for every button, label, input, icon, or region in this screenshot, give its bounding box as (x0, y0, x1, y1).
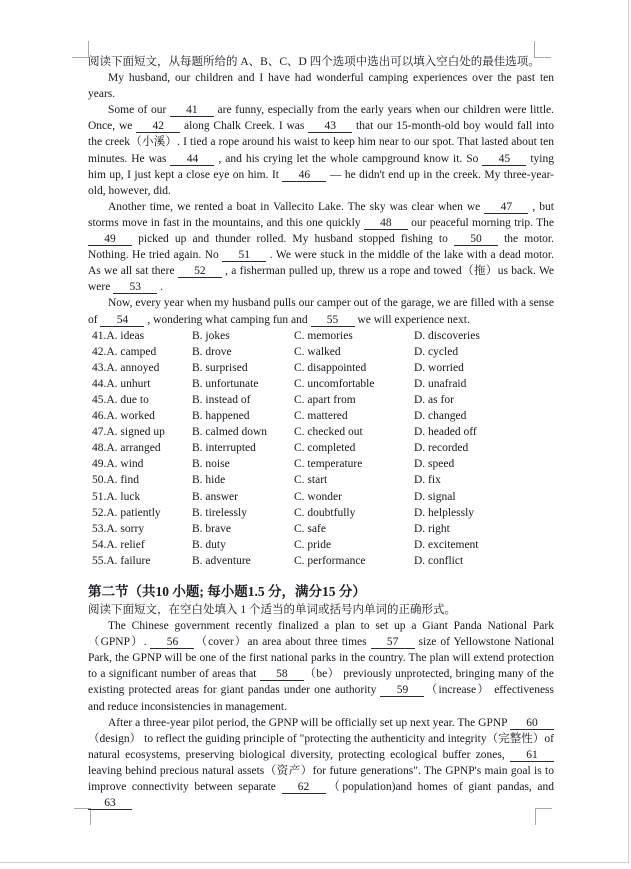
paragraph: Some of our 41 are funny, especially from the early years when our children were little. Once, we 42 along Chalk Creek. I was 43 that our 15-month-old boy would fall into the creek（小溪）. I tied a rope around his waist to keep him near to our spot. That lasted about ten minutes. He was 44 , and his crying let the whole campground know it. So 45 tying him up, I just kept a close eye on him. It 46 — he didn't end up in the creek. My three-year-old, however, did. (88, 104, 555, 197)
option-row (92, 456, 554, 472)
blank-61: 61 (510, 749, 554, 762)
blank-50: 50 (454, 233, 498, 246)
option-cell: 55.A. failure (92, 554, 151, 567)
blank-58: 58 (260, 668, 304, 681)
option-cell: 54.A. relief (92, 538, 145, 551)
option-cell: D. conflict (414, 554, 464, 567)
option-cell: D. unafraid (414, 377, 467, 390)
option-cell: 43.A. annoyed (92, 361, 160, 374)
cloze-passage (88, 70, 554, 328)
option-row (92, 521, 554, 537)
option-cell: D. fix (414, 474, 441, 487)
option-row (92, 440, 554, 456)
page-edge-right (628, 0, 629, 863)
option-cell: D. speed (414, 458, 455, 471)
option-cell: C. mattered (294, 410, 348, 423)
option-cell: 47.A. signed up (92, 426, 165, 439)
option-cell: 50.A. find (92, 474, 139, 487)
option-cell: C. pride (294, 538, 332, 551)
option-cell: C. start (294, 474, 328, 487)
option-cell: 46.A. worked (92, 410, 155, 423)
blank-48: 48 (364, 217, 408, 230)
option-cell: B. drove (192, 345, 232, 358)
page-content (88, 54, 554, 811)
blank-55: 55 (311, 314, 355, 327)
option-row (92, 344, 554, 360)
option-cell: C. apart from (294, 393, 356, 406)
blank-49: 49 (88, 233, 132, 246)
option-cell: D. headed off (414, 426, 477, 439)
paragraph: Another time, we rented a boat in Vallecito Lake. The sky was clear when we 47 , but storms move in fast in the mountains, and this one quickly 48 our peaceful morning trip. The 49 picked up and thunder rolled. My husband stopped fishing to 50 the motor. Nothing. He tried again. No 51 . We were stuck in the middle of the lake with a dead motor. As we all sat there 52 , a fisherman pulled up, threw us a rope and towed（拖）us back. We were 53 . (88, 200, 555, 294)
blank-53: 53 (113, 281, 157, 294)
paragraph: Now, every year when my husband pulls our camper out of the garage, we are filled with a sense of 54 , wondering what camping fun and 55 we will experience next. (88, 297, 554, 326)
options-table (88, 328, 554, 569)
blank-41: 41 (170, 104, 214, 117)
blank-54: 54 (100, 314, 144, 327)
option-cell: C. safe (294, 522, 326, 535)
option-cell: C. completed (294, 442, 356, 455)
option-cell: B. hide (192, 474, 226, 487)
section2-instruction: 阅读下面短文，在空白处填入 1 个适当的单词或括号内单词的正确形式。 (88, 604, 456, 616)
section2-heading: 第二节（共10 小题; 每小题1.5 分，满分15 分） (88, 584, 366, 599)
option-cell: 53.A. sorry (92, 522, 145, 535)
blank-56: 56 (150, 636, 194, 649)
option-row (92, 553, 554, 569)
option-cell: B. brave (192, 522, 231, 535)
option-cell: C. memories (294, 329, 353, 342)
blank-51: 51 (222, 249, 266, 262)
option-cell: C. uncomfortable (294, 377, 375, 390)
option-cell: C. performance (294, 554, 366, 567)
option-cell: C. doubtfully (294, 506, 356, 519)
option-cell: B. interrupted (192, 442, 256, 455)
option-cell: D. as for (414, 393, 454, 406)
option-cell: B. adventure (192, 554, 251, 567)
option-cell: 49.A. wind (92, 458, 144, 471)
blank-43: 43 (308, 120, 352, 133)
option-cell: B. jokes (192, 329, 230, 342)
option-cell: B. surprised (192, 361, 248, 374)
option-cell: C. wonder (294, 490, 342, 503)
option-row (92, 472, 554, 488)
option-cell: B. unfortunate (192, 377, 259, 390)
option-row (92, 408, 554, 424)
paragraph: My husband, our children and I have had wonderful camping experiences over the past ten years. (88, 72, 554, 101)
blank-42: 42 (136, 120, 180, 133)
option-cell: 44.A. unhurt (92, 377, 151, 390)
option-cell: B. happened (192, 410, 250, 423)
option-row (92, 489, 554, 505)
option-cell: 45.A. due to (92, 393, 149, 406)
page-edge-bottom (0, 862, 629, 863)
option-cell: D. discoveries (414, 329, 480, 342)
blank-44: 44 (170, 153, 214, 166)
section1-instruction: 阅读下面短文，从每题所给的 A、B、C、D 四个选项中选出可以填入空白处的最佳选项。 (88, 56, 540, 68)
blank-47: 47 (484, 201, 528, 214)
option-cell: D. worried (414, 361, 464, 374)
option-cell: 42.A. camped (92, 345, 157, 358)
option-cell: D. signal (414, 490, 456, 503)
blank-52: 52 (178, 265, 222, 278)
text-boundary-mark-top-left (72, 41, 89, 58)
option-row (92, 392, 554, 408)
option-cell: 51.A. luck (92, 490, 141, 503)
option-cell: D. right (414, 522, 450, 535)
option-row (92, 424, 554, 440)
option-cell: D. excitement (414, 538, 479, 551)
option-cell: B. answer (192, 490, 238, 503)
option-row (92, 537, 554, 553)
option-cell: 48.A. arranged (92, 442, 161, 455)
option-cell: B. instead of (192, 393, 251, 406)
option-cell: C. temperature (294, 458, 363, 471)
option-cell: 41.A. ideas (92, 329, 145, 342)
blank-57: 57 (371, 636, 415, 649)
option-row (92, 505, 554, 521)
option-cell: 52.A. patiently (92, 506, 161, 519)
option-cell: B. tirelessly (192, 506, 247, 519)
option-row (92, 360, 554, 376)
blank-63: 63 (88, 797, 132, 810)
blank-62: 62 (282, 781, 326, 794)
blank-45: 45 (482, 153, 526, 166)
blank-60: 60 (510, 717, 554, 730)
option-cell: D. helplessly (414, 506, 475, 519)
blank-59: 59 (380, 684, 424, 697)
paragraph: The Chinese government recently finalized a plan to set up a Giant Panda National Park（GPNP）. 56 （cover）an area about three times 57 size of Yellowstone National Park, the GPNP will be one of the first national parks in the country. The plan will extend protection to a significant number of areas that 58 （be） previously unprotected, bringing many of the existing protected areas for giant pandas under one authority 59 （increase） effectiveness and reduce inconsistencies in management. (88, 620, 555, 713)
option-cell: B. duty (192, 538, 226, 551)
option-cell: C. walked (294, 345, 341, 358)
option-cell: C. checked out (294, 426, 363, 439)
paragraph: After a three-year pilot period, the GPNP will be officially set up next year. The GPNP 60（design） to reflect the guiding principle of "protecting the authenticity and integrity（完整性）of natural ecosystems, preserving biological diversity, protecting ecological buffer zones, 61 leaving behind precious natural assets（资产）for future generations". The GPNP's main goal is to improve connectivity between separate 62 （population)and homes of giant pandas, and 63 (88, 716, 554, 810)
option-cell: C. disappointed (294, 361, 367, 374)
grammar-fill-passage (88, 618, 554, 811)
option-cell: B. noise (192, 458, 230, 471)
option-cell: D. cycled (414, 345, 459, 358)
option-cell: D. recorded (414, 442, 469, 455)
option-row (92, 328, 554, 344)
option-cell: D. changed (414, 410, 467, 423)
blank-46: 46 (282, 169, 326, 182)
option-row (92, 376, 554, 392)
option-cell: B. calmed down (192, 426, 268, 439)
